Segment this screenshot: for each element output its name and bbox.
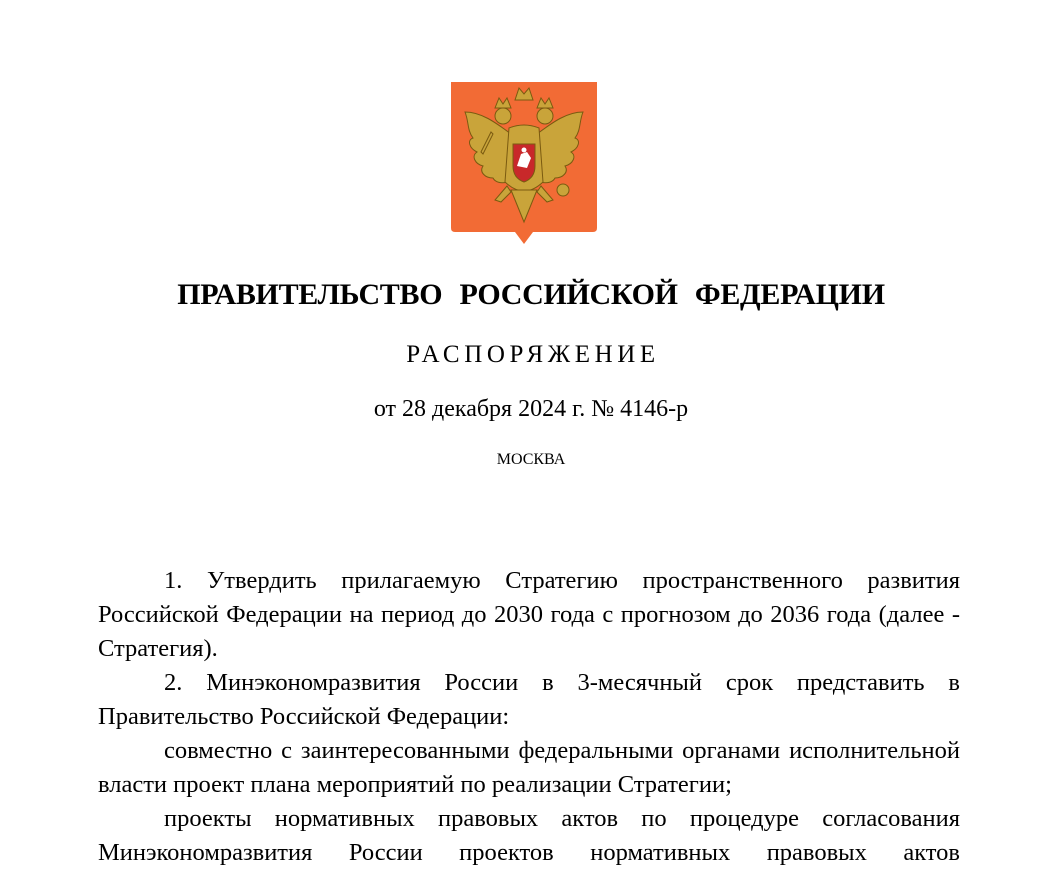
paragraph-2: 2. Минэкономразвития России в 3-месячный срок представить в Правительство Российской Федерации: [98, 669, 960, 730]
paragraph-4: проекты нормативных правовых актов по процедуре согласования Минэкономразвития России проектов нормативных правовых актов [98, 805, 960, 866]
paragraph-1: 1. Утвердить прилагаемую Стратегию пространственного развития Российской Федерации на период до 2030 года с прогнозом до 2036 года (далее - Стратегия). [98, 567, 960, 662]
government-title: ПРАВИТЕЛЬСТВО РОССИЙСКОЙ ФЕДЕРАЦИИ [177, 278, 885, 311]
document-city: МОСКВА [496, 451, 566, 468]
document-date-number: от 28 декабря 2024 г. № 4146-р [373, 396, 689, 422]
coat-of-arms-icon [451, 82, 597, 245]
document-type: РАСПОРЯЖЕНИЕ [406, 341, 660, 368]
document-body [98, 564, 960, 870]
paragraph-3: совместно с заинтересованными федеральными органами исполнительной власти проект плана мероприятий по реализации Стратегии; [98, 737, 960, 798]
